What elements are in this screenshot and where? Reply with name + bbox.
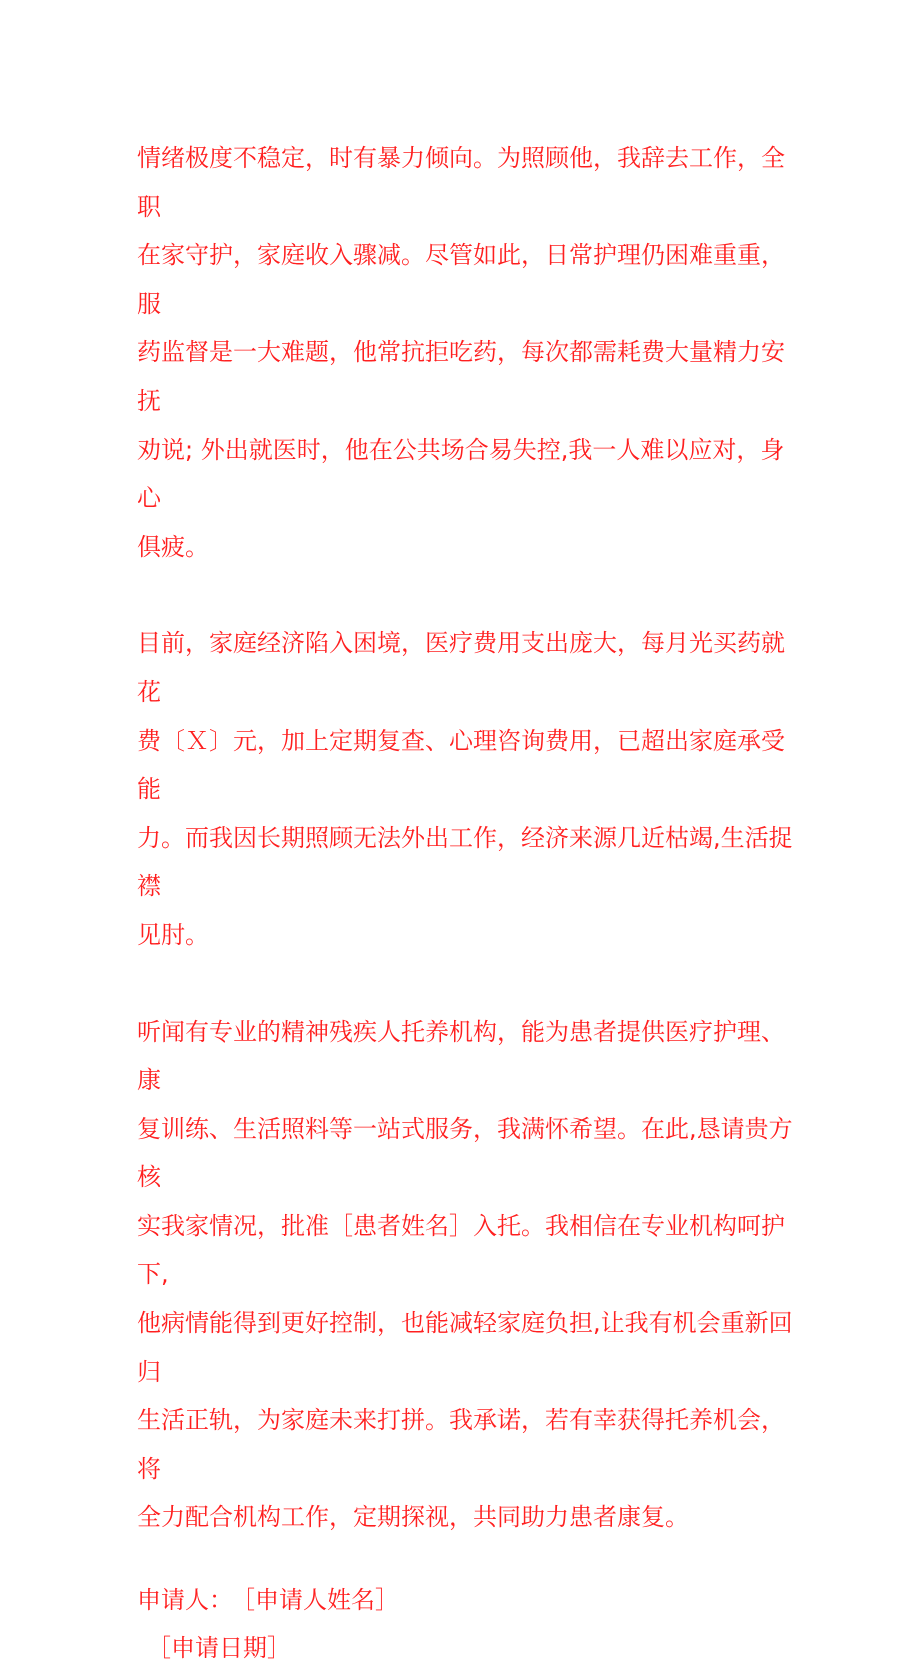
letter-body — [137, 134, 797, 1672]
paragraph-care-difficulties: 情绪极度不稳定，时有暴力倾向。为照顾他，我辞去工作，全职 在家守护，家庭收入骤减。尽管如此，日常护理仍困难重重，服 药监督是一大难题，他常抗拒吃药，每次都需耗费大量精力安抚 劝说; 外出就医时，他在公共场合易失控,我一人难以应对，身心 俱疲。 — [137, 144, 785, 561]
applicant-line — [137, 1576, 797, 1624]
paragraph-financial-hardship: 目前，家庭经济陷入困境，医疗费用支出庞大，每月光买药就花 费〔Ｘ〕元，加上定期复查、心理咨询费用，已超出家庭承受能 力。而我因长期照顾无法外出工作，经济来源几近枯竭,生活捉襟 见肘。 — [137, 629, 793, 949]
paragraph-spacer — [137, 960, 797, 1008]
paragraph-spacer — [137, 571, 797, 619]
paragraph-request: 听闻有专业的精神残疾人托养机构，能为患者提供医疗护理、康 复训练、生活照料等一站式服务，我满怀希望。在此,恳请贵方核 实我家情况，批准［患者姓名］入托。我相信在专业机构呵护下, 他病情能得到更好控制，也能减轻家庭负担,让我有机会重新回归 生活正轨，为家庭未来打拼。我承诺，若有幸获得托养机会，将 全力配合机构工作，定期探视，共同助力患者康复。 — [137, 1017, 793, 1532]
signature-spacer — [137, 1542, 797, 1576]
application-date: ［申请日期］ — [147, 1634, 291, 1663]
applicant-label: 申请人： — [137, 1586, 233, 1615]
applicant-name: ［申请人姓名］ — [243, 1586, 399, 1615]
